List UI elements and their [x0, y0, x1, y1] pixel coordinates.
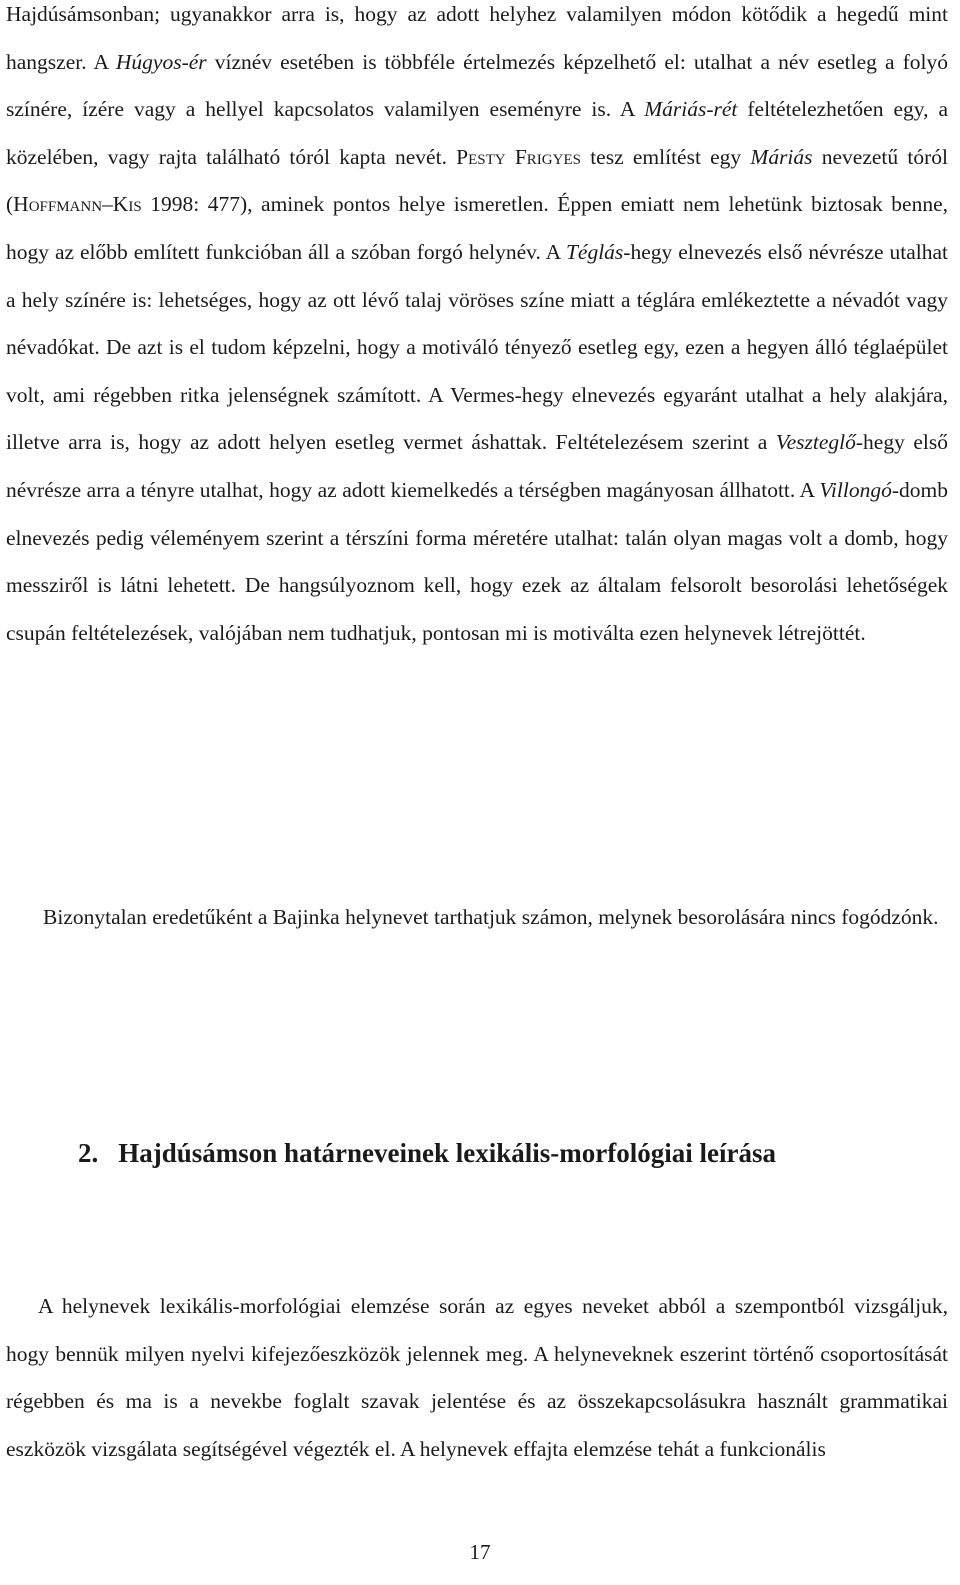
place-name-italic: Veszteglő: [775, 430, 856, 455]
text-run: -hegy elnevezés első névrésze utalhat a hely színére is: lehetséges, hogy az ott lévő talaj vöröses színe miatt a téglára emlékeztette a névadót vagy névadókat. De azt is el tudom képzelni, hogy a motiváló tényező esetleg egy, ezen a hegyen álló téglaépület volt, ami régebben ritka jelenségnek számított. A Vermes-hegy elnevezés egyaránt utalhat a hely alakjára, illetve arra is, hogy az adott helyen esetleg vermet áshattak. Feltételezésem szerint a: [6, 239, 948, 455]
text-run: Hajdúsámsonban; ugyanakkor arra is, hogy az adott helyhez valamilyen módon kötődik a hegedű mint hangszer. A: [6, 2, 948, 74]
text-run: víznév esetében is többféle értelmezés képzelhető el: utalhat a név esetleg a folyó színére, ízére vagy a hellyel kapcsolatos valamilyen eseményre is. A: [6, 49, 948, 122]
citation-authors: Hoffmann–Kis: [13, 192, 142, 217]
body-paragraph-1: [6, 0, 948, 657]
section-title: Hajdúsámson határneveinek lexikális-morfológiai leírása: [118, 1138, 776, 1168]
text-run: nevezetű tóról (: [6, 144, 948, 217]
place-name-italic: Máriás-rét: [644, 97, 738, 122]
text-run: 1998: 477), aminek pontos helye ismeretlen. Éppen emiatt nem lehetünk biztosak benne, hogy az előbb említett funkcióban áll a szóban forgó helynév. A: [6, 192, 948, 264]
place-name-italic: Máriás: [750, 144, 813, 169]
place-name-italic: Villongó: [819, 477, 892, 502]
place-name-italic: Téglás: [565, 239, 624, 264]
section-heading: [78, 1138, 776, 1169]
section-number: 2.: [78, 1138, 99, 1168]
body-paragraph-3: A helynevek lexikális-morfológiai elemzése során az egyes neveket abból a szempontból vizsgáljuk, hogy bennük milyen nyelvi kifejezőeszközök jelennek meg. A helyneveknek eszerint történő csoportosítását régebben és ma is a nevekbe foglalt szavak jelentése és az összekapcsolásukra használt grammatikai eszközök vizsgálata segítségével végezték el. A helynevek effajta elemzése tehát a funkcionális: [6, 1294, 948, 1461]
text-run: -hegy első névrésze arra a tényre utalhat, hogy az adott kiemelkedés a térségben magányosan állhatott. A: [6, 430, 949, 502]
text-run: -domb elnevezés pedig véleményem szerint a térszíni forma méretére utalhat: talán olyan magas volt a domb, hogy messziről is látni lehetett. De hangsúlyoznom kell, hogy ezek az általam felsorolt besorolási lehetőségek csupán feltételezések, valójában nem tudhatjuk, pontosan mi is motiválta ezen helynevek létrejöttét.: [6, 477, 948, 645]
text-run: tesz említést egy: [580, 144, 751, 169]
text-run: feltételezhetően egy, a közelében, vagy rajta található tóról kapta nevét.: [6, 97, 948, 169]
page-number: 17: [469, 1540, 491, 1564]
body-paragraph-2: Bizonytalan eredetűként a Bajinka helynevet tarthatjuk számon, melynek besorolására nincs fogódzónk.: [43, 905, 939, 929]
author-name: Pesty Frigyes: [456, 144, 581, 169]
place-name-italic: Húgyos-ér: [115, 49, 207, 74]
